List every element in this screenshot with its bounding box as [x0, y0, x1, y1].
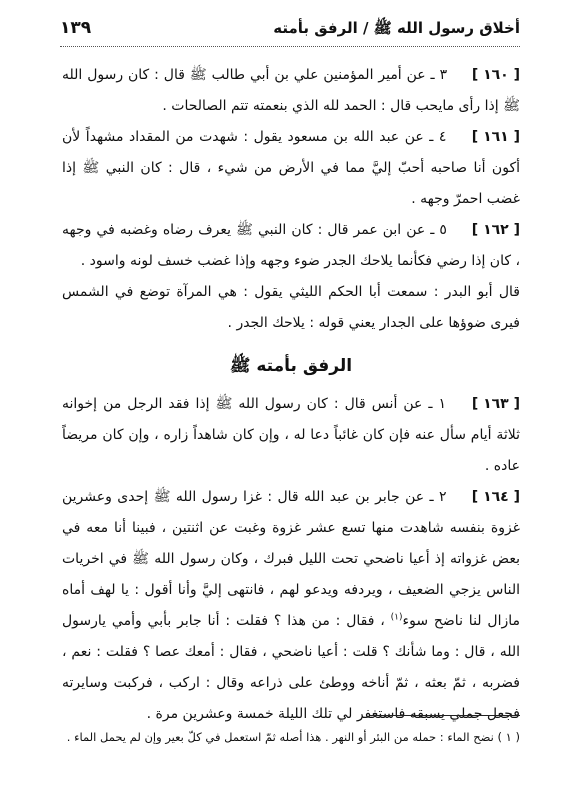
- hadith-text-part-2: ، فقال : من هذا ؟ فقلت : أنا جابر بأبي وأمي يارسول الله ، قال : وما شأنك ؟ قلت : أعيا ناضحي ، فقال : أمعك عصا ؟ فقلت : نعم ، فضربه ، ثمّ بعثه ، ثمّ أناخه ووطئ على ذراعه وقال : اركب ، فركبت وسايرته فجعل جملي يسبقه فاستغفر لي تلك الليلة خمسة وعشرين مرة .: [62, 613, 520, 722]
- header-rule: [60, 46, 520, 47]
- footnote-marker: (١): [390, 612, 403, 623]
- hadith-entry-164: [62, 482, 520, 730]
- footnote: ( ١ ) نضح الماء : حمله من البئر أو النهر . هذا أصله ثمّ استعمل في كلّ بعير وإن لم يحمل الماء .: [66, 730, 520, 744]
- footnote-rule: [370, 715, 520, 716]
- running-title: أخلاق رسول الله ﷺ / الرفق بأمته: [273, 19, 520, 37]
- commentary-paragraph: قال أبو البدر : سمعت أبا الحكم الليثي يقول : هي المرآة توضع في الشمس فيرى ضوؤها على الجدار يعني قوله : يلاحك الجدر .: [62, 284, 520, 331]
- running-header: [60, 18, 520, 41]
- hadith-entry-160: [62, 60, 520, 122]
- hadith-text: ٥ ـ عن ابن عمر قال : كان النبي ﷺ يعرف رضاه وغضبه في وجهه ، كان إذا رضي فكأنما يلاحك الجدر ضوء وجهه وإذا غضب خسف لونه واسود .: [62, 222, 520, 269]
- page-body: [62, 60, 520, 730]
- hadith-text-part-1: ٢ ـ عن جابر بن عبد الله قال : غزا رسول الله ﷺ إحدى وعشرين غزوة بنفسه شاهدت منها تسع عشر غزوة وغبت عن اثنتين ، فبينا أنا معه في بعض غزواته إذ أعيا ناضحي تحت الليل فبرك ، وكان رسول الله ﷺ في اخريات الناس يزجي الضعيف ، ويردفه ويدعو لهم ، فانتهى إليَّ وأنا أقول : يا لهف أماه مازال لنا ناضح سوء: [62, 489, 520, 629]
- hadith-entry-163: [62, 389, 520, 482]
- hadith-entry-161: [62, 122, 520, 215]
- hadith-text: ٤ ـ عن عبد الله بن مسعود يقول : شهدت من المقداد مشهداً لأن أكون أنا صاحبه أحبّ إليَّ مما في الأرض من شيء ، قال : كان النبي ﷺ إذا غضب احمرّ وجهه .: [62, 129, 520, 207]
- hadith-text: ١ ـ عن أنس قال : كان رسول الله ﷺ إذا فقد الرجل من إخوانه ثلاثة أيام سأل عنه فإن كان غائباً دعا له ، وإن كان شاهداً زاره ، وإن كان مريضاً عاده .: [62, 396, 520, 474]
- hadith-number: [ ١٦١ ]: [471, 129, 520, 145]
- hadith-number: [ ١٦٤ ]: [471, 489, 520, 505]
- section-heading: الرفق بأمته ﷺ: [229, 356, 353, 376]
- hadith-number: [ ١٦٢ ]: [471, 222, 520, 238]
- hadith-entry-162: [62, 215, 520, 277]
- page-number: ١٣٩: [60, 18, 92, 38]
- hadith-text: ٣ ـ عن أمير المؤمنين علي بن أبي طالب ﷺ قال : كان رسول الله ﷺ إذا رأى مايحب قال : الحمد لله الذي بنعمته تتم الصالحات .: [62, 67, 520, 114]
- hadith-number: [ ١٦٣ ]: [471, 396, 521, 412]
- hadith-number: [ ١٦٠ ]: [471, 67, 521, 83]
